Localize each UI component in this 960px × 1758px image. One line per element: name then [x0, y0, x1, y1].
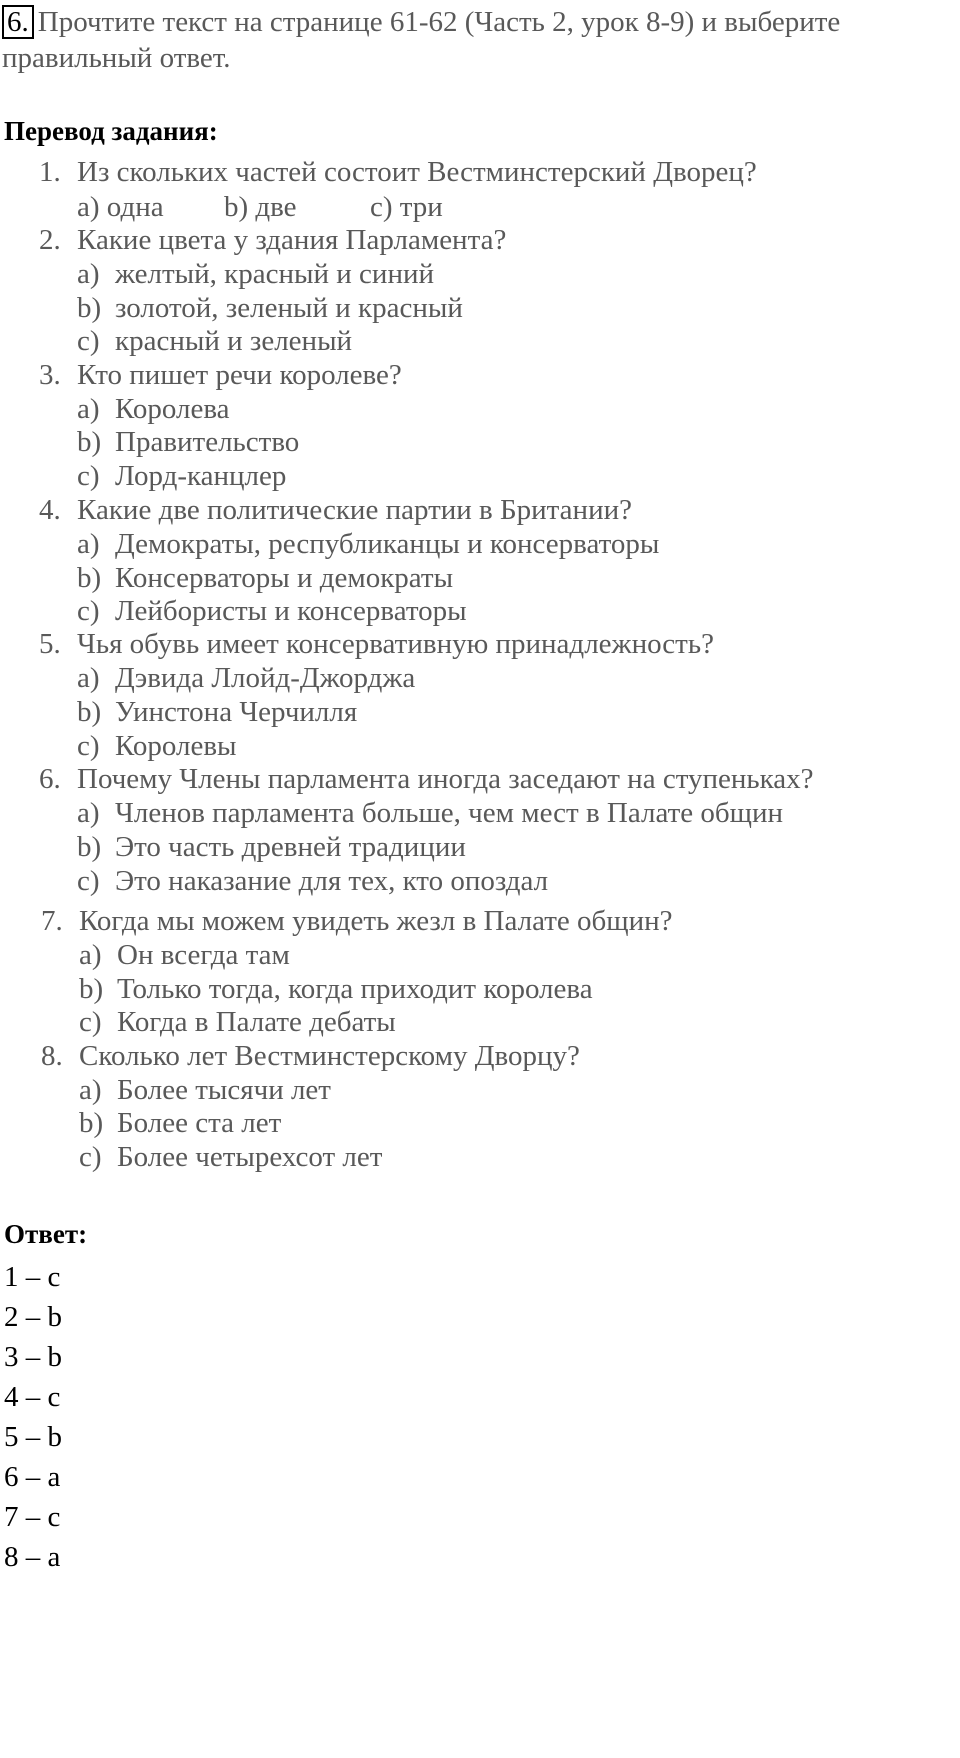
question-4-option-c [0, 594, 960, 628]
answer-item: 4 – c [4, 1381, 61, 1413]
question-7-option-c [0, 1005, 960, 1039]
question-4-option-a [0, 527, 960, 561]
option-letter: c) [79, 1141, 102, 1173]
question-2-option-b [0, 291, 960, 325]
option-text: Это наказание для тех, кто опоздал [115, 865, 549, 897]
option-letter: b) [77, 426, 102, 458]
option-letter: c) [77, 460, 100, 492]
answer-item: 8 – a [4, 1541, 61, 1573]
option-text: Правительство [115, 426, 300, 458]
translation-heading: Перевод задания: [4, 116, 218, 146]
question-number: 2. [39, 224, 61, 256]
question-4 [0, 493, 960, 527]
option-text: красный и зеленый [115, 325, 353, 357]
option-text: Более тысячи лет [117, 1074, 331, 1106]
question-8-option-b [0, 1106, 960, 1140]
task-instruction-line1: Прочтите текст на странице 61-62 (Часть 2, урок 8-9) и выберите [37, 6, 841, 38]
option-text: золотой, зеленый и красный [115, 292, 463, 324]
option-text: Членов парламента больше, чем мест в Палате общин [115, 797, 783, 829]
question-text: Кто пишет речи королеве? [77, 359, 402, 391]
option-letter: c) [77, 325, 100, 357]
question-7-option-a [0, 938, 960, 972]
option-c: c) три [370, 191, 443, 223]
question-2 [0, 223, 960, 257]
question-text: Сколько лет Вестминстерскому Дворцу? [79, 1040, 580, 1072]
option-letter: c) [77, 730, 100, 762]
option-letter: c) [79, 1006, 102, 1038]
question-text: Какие две политические партии в Британии? [77, 494, 632, 526]
question-5-option-b [0, 695, 960, 729]
question-3-option-b [0, 425, 960, 459]
answer-item: 3 – b [4, 1341, 62, 1373]
question-number: 4. [39, 494, 61, 526]
question-6 [0, 762, 960, 796]
question-3 [0, 358, 960, 392]
question-1 [0, 155, 960, 189]
question-text: Когда мы можем увидеть жезл в Палате общин? [79, 905, 673, 937]
option-text: Более четырехсот лет [117, 1141, 383, 1173]
option-letter: b) [79, 1107, 104, 1139]
option-text: Демократы, республиканцы и консерваторы [115, 528, 660, 560]
task-instruction [2, 4, 840, 40]
question-6-option-c [0, 864, 960, 898]
question-8-option-a [0, 1073, 960, 1107]
option-text: Королева [115, 393, 230, 425]
option-letter: a) [77, 528, 100, 560]
answer-item: 2 – b [4, 1301, 62, 1333]
answer-item: 1 – c [4, 1261, 61, 1293]
task-instruction-line2: правильный ответ. [2, 42, 231, 74]
option-letter: b) [77, 562, 102, 594]
question-8-option-c [0, 1140, 960, 1174]
question-6-option-b [0, 830, 960, 864]
question-7-option-b [0, 972, 960, 1006]
question-3-option-c [0, 459, 960, 493]
option-letter: a) [79, 939, 102, 971]
option-text: Лорд-канцлер [115, 460, 287, 492]
option-letter: b) [79, 973, 104, 1005]
question-4-option-b [0, 561, 960, 595]
question-6-option-a [0, 796, 960, 830]
question-number: 1. [39, 156, 61, 188]
option-text: Лейбористы и консерваторы [115, 595, 467, 627]
question-5 [0, 627, 960, 661]
answer-item: 5 – b [4, 1421, 62, 1453]
question-5-option-a [0, 661, 960, 695]
option-letter: a) [79, 1074, 102, 1106]
option-text: Только тогда, когда приходит королева [117, 973, 593, 1005]
option-text: Более ста лет [117, 1107, 282, 1139]
question-text: Какие цвета у здания Парламента? [77, 224, 507, 256]
task-number: 6. [2, 5, 34, 39]
question-3-option-a [0, 392, 960, 426]
question-text: Чья обувь имеет консервативную принадлежность? [77, 628, 714, 660]
question-8 [0, 1039, 960, 1073]
question-1-options [0, 190, 960, 224]
option-b: b) две [224, 191, 297, 223]
question-5-option-c [0, 729, 960, 763]
question-number: 5. [39, 628, 61, 660]
option-letter: a) [77, 393, 100, 425]
question-number: 6. [39, 763, 61, 795]
answer-item: 6 – a [4, 1461, 61, 1493]
question-text: Из скольких частей состоит Вестминстерский Дворец? [77, 156, 757, 188]
option-text: Королевы [115, 730, 237, 762]
answer-item: 7 – c [4, 1501, 61, 1533]
option-letter: a) [77, 662, 100, 694]
question-2-option-c [0, 324, 960, 358]
option-a: a) одна [77, 191, 164, 223]
question-2-option-a [0, 257, 960, 291]
option-text: Когда в Палате дебаты [117, 1006, 396, 1038]
option-letter: b) [77, 292, 102, 324]
option-text: Он всегда там [117, 939, 290, 971]
option-text: желтый, красный и синий [115, 258, 434, 290]
option-letter: b) [77, 696, 102, 728]
option-letter: a) [77, 258, 100, 290]
question-number: 8. [41, 1040, 63, 1072]
option-letter: c) [77, 595, 100, 627]
question-number: 3. [39, 359, 61, 391]
option-text: Это часть древней традиции [115, 831, 466, 863]
answer-heading: Ответ: [4, 1219, 88, 1249]
option-letter: c) [77, 865, 100, 897]
option-text: Консерваторы и демократы [115, 562, 454, 594]
question-7 [0, 904, 960, 938]
option-letter: b) [77, 831, 102, 863]
option-text: Уинстона Черчилля [115, 696, 358, 728]
question-number: 7. [41, 905, 63, 937]
option-letter: a) [77, 797, 100, 829]
question-text: Почему Члены парламента иногда заседают на ступеньках? [77, 763, 814, 795]
option-text: Дэвида Ллойд-Джорджа [115, 662, 416, 694]
